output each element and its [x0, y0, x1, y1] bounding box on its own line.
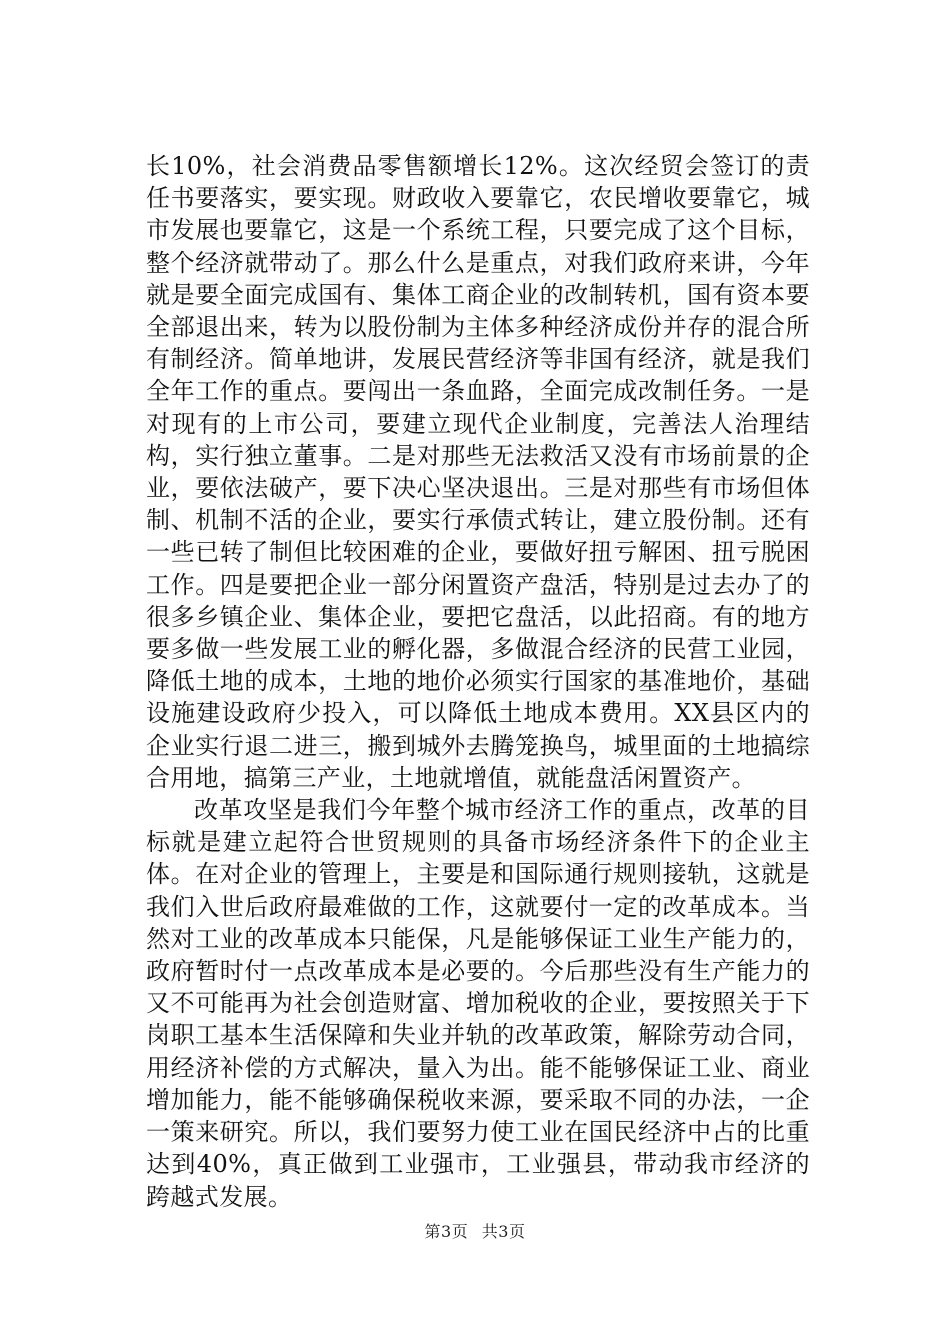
page-total: 共3页 — [481, 1222, 526, 1241]
document-body — [146, 150, 810, 1213]
page-number: 第3页 — [424, 1222, 469, 1241]
page-footer — [0, 1219, 950, 1242]
paragraph-reform: 改革攻坚是我们今年整个城市经济工作的重点，改革的目标就是建立起符合世贸规则的具备市场经济条件下的企业主体。在对企业的管理上，主要是和国际通行规则接轨，这就是我们入世后政府最难做的工作，这就要付一定的改革成本。当然对工业的改革成本只能保，凡是能够保证工业生产能力的，政府暂时付一点改革成本是必要的。今后那些没有生产能力的又不可能再为社会创造财富、增加税收的企业，要按照关于下岗职工基本生活保障和失业并轨的改革政策，解除劳动合同，用经济补偿的方式解决，量入为出。能不能够保证工业、商业增加能力，能不能够确保税收来源，要采取不同的办法，一企一策来研究。所以，我们要努力使工业在国民经济中占的比重达到40%，真正做到工业强市，工业强县，带动我市经济的跨越式发展。 — [146, 796, 810, 1211]
paragraph-continued: 长10%，社会消费品零售额增长12%。这次经贸会签订的责任书要落实，要实现。财政收入要靠它，农民增收要靠它，城市发展也要靠它，这是一个系统工程，只要完成了这个目标，整个经济就带动了。那么什么是重点，对我们政府来讲，今年就是要全面完成国有、集体工商企业的改制转机，国有资本要全部退出来，转为以股份制为主体多种经济成份并存的混合所有制经济。简单地讲，发展民营经济等非国有经济，就是我们全年工作的重点。要闯出一条血路，全面完成改制任务。一是对现有的上市公司，要建立现代企业制度，完善法人治理结构，实行独立董事。二是对那些无法救活又没有市场前景的企业，要依法破产，要下决心坚决退出。三是对那些有市场但体制、机制不活的企业，要实行承债式转让，建立股份制。还有一些已转了制但比较困难的企业，要做好扭亏解困、扭亏脱困工作。四是要把企业一部分闲置资产盘活，特别是过去办了的很多乡镇企业、集体企业，要把它盘活，以此招商。有的地方要多做一些发展工业的孵化器，多做混合经济的民营工业园，降低土地的成本，土地的地价必须实行国家的基准地价，基础设施建设政府少投入，可以降低土地成本费用。XX县区内的企业实行退二进三，搬到城外去腾笼换鸟，城里面的土地搞综合用地，搞第三产业，土地就增值，就能盘活闲置资产。 — [146, 152, 810, 792]
